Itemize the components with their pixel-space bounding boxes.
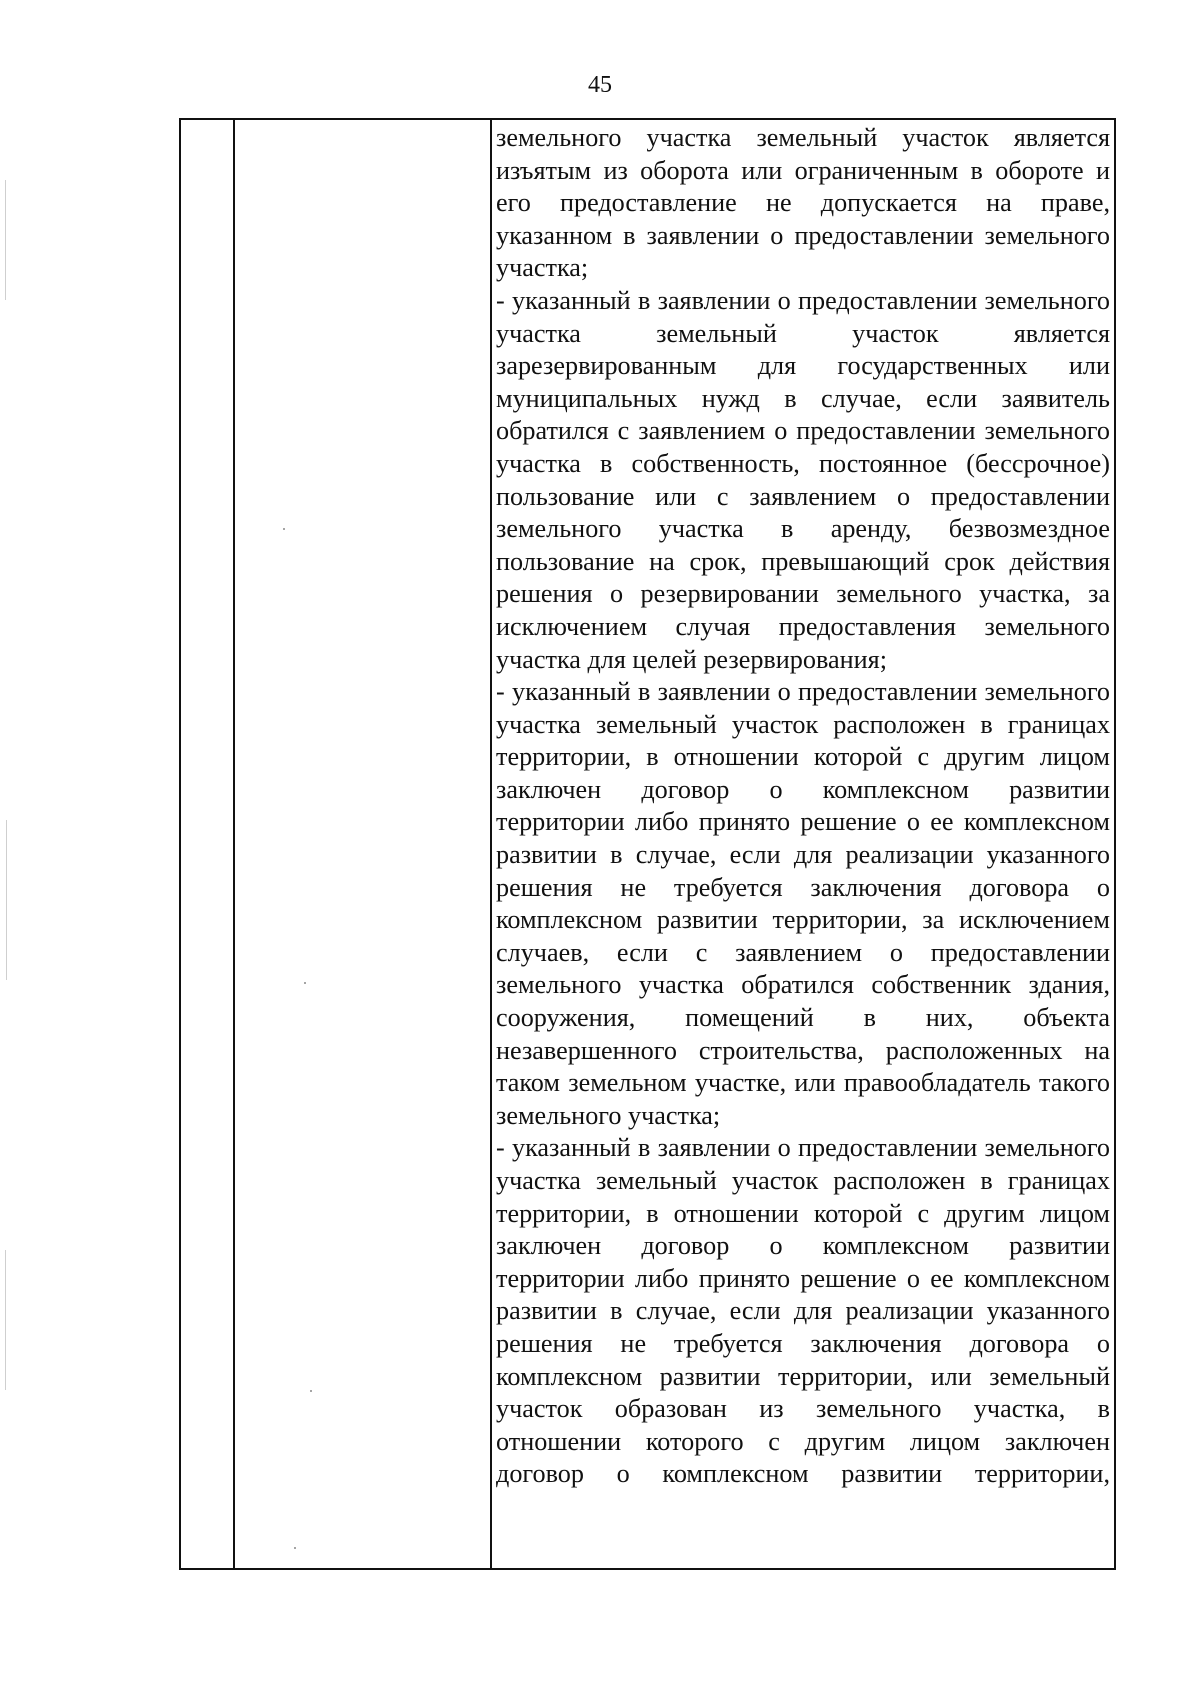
column-divider-2	[490, 120, 492, 1568]
scan-speck	[294, 1547, 296, 1549]
document-table	[179, 118, 1116, 1570]
paragraph-4: - указанный в заявлении о предоставлении земельного участка земельный участок расположен в границах территории, в отношении которой с другим лицом заключен договор о комплексном развитии территории либо принято решение о ее комплексном развитии в случае, если для реализации указанного решения не требуется заключения договора о комплексном развитии территории, или земельный участок образован из земельного участка, в отношении которого с другим лицом заключен договор о комплексном развитии территории,	[496, 1133, 1110, 1489]
table-cell-text	[496, 122, 1110, 1491]
scan-speck	[304, 982, 306, 984]
paragraph-2: - указанный в заявлении о предоставлении земельного участка земельный участок является зарезервированным для государственных или муниципальных нужд в случае, если заявитель обратился с заявлением о предоставлении земельного участка в собственность, постоянное (бессрочное) пользование или с заявлением о предоставлении земельного участка в аренду, безвозмездное пользование на срок, превышающий срок действия решения о резервировании земельного участка, за исключением случая предоставления земельного участка для целей резервирования;	[496, 285, 1110, 674]
scan-edge-noise	[5, 180, 6, 300]
column-divider-1	[233, 120, 235, 1568]
scan-edge-noise	[6, 820, 7, 980]
scan-speck	[310, 1390, 312, 1392]
paragraph-3: - указанный в заявлении о предоставлении земельного участка земельный участок расположен в границах территории, в отношении которой с другим лицом заключен договор о комплексном развитии территории либо принято решение о ее комплексном развитии в случае, если для реализации указанного решения не требуется заключения договора о комплексном развитии территории, за исключением случаев, если с заявлением о предоставлении земельного участка обратился собственник здания, сооружения, помещений в них, объекта незавершенного строительства, расположенных на таком земельном участке, или правообладатель такого земельного участка;	[496, 677, 1110, 1130]
scan-speck	[283, 528, 285, 530]
scan-edge-noise	[5, 1250, 6, 1390]
paragraph-1: земельного участка земельный участок является изъятым из оборота или ограниченным в обороте и его предоставление не допускается на праве, указанном в заявлении о предоставлении земельного участка;	[496, 123, 1110, 283]
page-number: 45	[588, 72, 612, 98]
